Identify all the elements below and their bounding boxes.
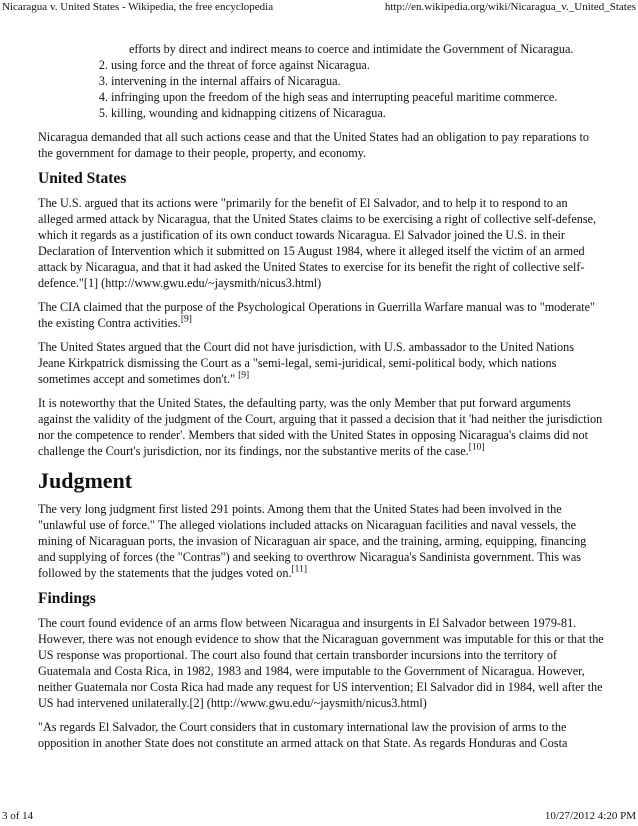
list-item: 4. infringing upon the freedom of the high seas and interrupting peaceful maritime commerce.: [111, 89, 604, 105]
paragraph-noteworthy: [38, 395, 604, 459]
page-url: http://en.wikipedia.org/wiki/Nicaragua_v._United_States: [384, 1, 636, 13]
print-header: [2, 1, 636, 14]
print-datetime: 10/27/2012 4:20 PM: [544, 810, 636, 822]
print-footer: [2, 810, 636, 823]
list-item: 2. using force and the threat of force against Nicaragua.: [111, 57, 604, 73]
paragraph-text: The CIA claimed that the purpose of the Psychological Operations in Guerrilla Warfare manual was to "moderate" the existing Contra activities.: [38, 300, 596, 330]
list-item: 5. killing, wounding and kidnapping citizens of Nicaragua.: [111, 105, 604, 121]
citation-link[interactable]: [9]: [180, 314, 192, 325]
paragraph-text: It is noteworthy that the United States, the defaulting party, was the only Member that put forward arguments against the validity of the judgment of the Court, arguing that it passed a decision that it 'had neither the jurisdiction nor the competence to render'. Members that sided with the United States in opposing Nicaragua's claims did not challenge the Court's jurisdiction, nor its findings, nor the substantive merits of the case.: [38, 396, 603, 458]
section-heading-judgment: Judgment: [38, 468, 133, 493]
page-number: 3 of 14: [2, 810, 34, 822]
paragraph-text: The United States argued that the Court did not have jurisdiction, with U.S. ambassador to the United Nations Jeane Kirkpatrick dismissing the Court as a "semi-legal, semi-juridical, semi-political body, which nations sometimes accept and sometimes don't.": [38, 340, 574, 386]
list-continuation: [38, 41, 604, 57]
citation-link[interactable]: [11]: [291, 564, 307, 575]
list-item: efforts by direct and indirect means to coerce and intimidate the Government of Nicaragua.: [129, 42, 574, 56]
page-title: Nicaragua v. United States - Wikipedia, the free encyclopedia: [2, 1, 274, 13]
citation-link[interactable]: [10]: [468, 442, 485, 453]
paragraph-us-argued: The U.S. argued that its actions were "primarily for the benefit of El Salvador, and to help it to respond to an alleged armed attack by Nicaragua, that the United States claims to be exercising a right of collective self-defense, which it regards as a justification of its own conduct towards Nicaragua. El Salvador joined the U.S. in their Declaration of Intervention which it submitted on 15 August 1984, where it alleged itself the victim of an armed attack by Nicaragua, and that it had asked the United States to exercise for its benefit the right of collective self-defence."[1] (http://www.gwu.edu/~jaysmith/nicus3.html): [38, 196, 597, 290]
paragraph-text: The very long judgment first listed 291 points. Among them that the United States had been involved in the "unlawful use of force." The alleged violations included attacks on Nicaraguan facilities and naval vessels, the mining of Nicaraguan ports, the invasion of Nicaraguan air space, and the training, arming, equipping, financing and supplying of forces (the "Contras") and seeking to overthrow Nicaragua's Sandinista government. This was followed by the statements that the judges voted on.: [38, 502, 587, 580]
paragraph-cia: [38, 299, 604, 331]
paragraph-jurisdiction: [38, 339, 604, 387]
list-item: 3. intervening in the internal affairs of Nicaragua.: [111, 73, 604, 89]
paragraph-salvador: "As regards El Salvador, the Court considers that in customary international law the provision of arms to the opposition in another State does not constitute an armed attack on that State. As regards Honduras and Costa: [38, 720, 568, 750]
citation-link[interactable]: [9]: [238, 370, 250, 381]
section-heading-findings: Findings: [38, 590, 96, 607]
paragraph-findings: The court found evidence of an arms flow between Nicaragua and insurgents in El Salvador between 1979-81. However, there was not enough evidence to show that the Nicaraguan government was imputable for this or that the US response was proportional. The court also found that certain transborder incursions into the territory of Guatemala and Costa Rica, in 1982, 1983 and 1984, were imputable to the Government of Nicaragua. However, neither Guatemala nor Costa Rica had made any request for US intervention; El Salvador did in 1984, well after the US had intervened unilaterally.[2] (http://www.gwu.edu/~jaysmith/nicus3.html): [38, 616, 604, 710]
allegations-list: [38, 57, 604, 121]
paragraph-demand: Nicaragua demanded that all such actions cease and that the United States had an obligation to pay reparations to the government for damage to their people, property, and economy.: [38, 130, 589, 160]
section-heading-united-states: United States: [38, 170, 127, 187]
article-content: [38, 41, 604, 759]
paragraph-judgment: [38, 501, 604, 581]
